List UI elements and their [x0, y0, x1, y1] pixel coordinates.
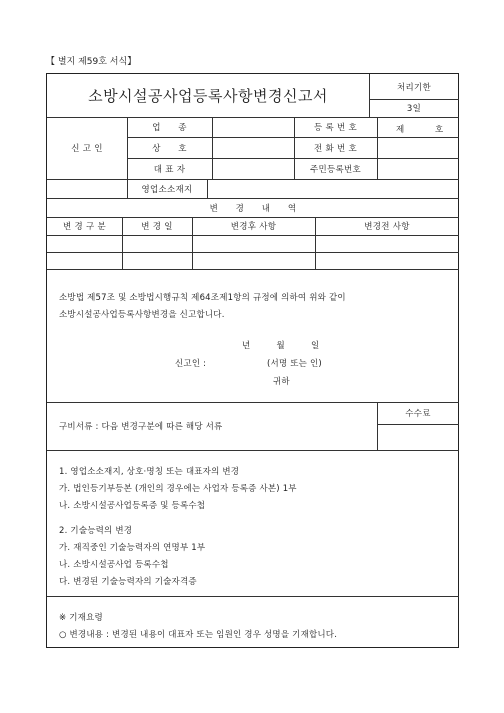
signer-label: 신고인 :: [175, 359, 207, 369]
registration-no-field[interactable]: [378, 118, 459, 136]
representative-field[interactable]: [213, 159, 293, 178]
requirement-item: 나. 소방시설공사업 등록수첩: [59, 560, 169, 570]
requirement-item: 나. 소방시설공사업등록증 및 등록수첩: [59, 501, 206, 511]
applicant-group-label: 신 고 인: [71, 144, 103, 154]
change-entry-row[interactable]: [47, 236, 459, 252]
before-change-column-header: 변경전 사항: [364, 222, 410, 232]
form-number-caption: 【 별지 제59호 서식】: [46, 57, 137, 67]
after-change-column-header: 변경후 사항: [230, 222, 277, 232]
fee-label: 수수료: [405, 409, 431, 419]
writing-guide-heading: ※ 기재요령: [59, 613, 103, 623]
change-date-column-header: 변 경 일: [141, 222, 173, 232]
form-title: 소방시설공사업등록사항변경신고서: [88, 87, 328, 105]
declaration-line-2: 소방시설공사업등록사항변경을 신고합니다.: [59, 310, 225, 320]
requirement-item: 가. 재직중인 기술능력자의 연명부 1부: [59, 543, 206, 553]
change-details-header: 변 경 내 역: [209, 203, 297, 214]
required-documents-label: 구비서류 : 다음 변경구분에 따른 해당 서류: [59, 422, 223, 432]
registration-no-prefix: 제: [396, 125, 405, 135]
trade-name-field[interactable]: [213, 138, 293, 157]
requirement-item: 다. 변경된 기술능력자의 기술자격증: [59, 577, 197, 587]
registration-no-suffix: 호: [435, 125, 444, 135]
requirement-item: 가. 법인등기부등본 (개인의 경우에는 사업자 등록증 사본) 1부: [59, 484, 297, 494]
fee-field[interactable]: [378, 425, 459, 449]
phone-field[interactable]: [378, 138, 459, 157]
declaration-line-1: 소방법 제57조 및 소방법시행규칙 제64조제1항의 규정에 의하여 위와 같이: [59, 293, 346, 303]
recipient-label: 귀하: [273, 377, 290, 387]
requirement-item: 2. 기술능력의 변경: [59, 526, 133, 536]
declaration-date: 년 월 일: [242, 341, 320, 351]
signer-seal-note: (서명 또는 인): [267, 359, 322, 369]
report-form: [46, 73, 459, 648]
representative-label: 대 표 자: [153, 164, 186, 175]
phone-label: 전 화 번 호: [313, 143, 358, 154]
processing-period-value: 3일: [406, 104, 422, 114]
processing-period-label: 처리기한: [396, 82, 432, 93]
trade-name-label: 상 호: [152, 143, 187, 154]
office-address-label: 영업소소재지: [141, 184, 193, 195]
resident-no-label: 주민등록번호: [309, 164, 362, 175]
resident-no-field[interactable]: [378, 159, 459, 178]
change-type-column-header: 변 경 구 분: [62, 222, 107, 232]
business-type-field[interactable]: [213, 118, 293, 136]
change-entry-row[interactable]: [47, 253, 459, 269]
writing-guide-item: ○ 변경내용 : 변경된 내용이 대표자 또는 임원인 경우 성명을 기재합니다.: [59, 630, 338, 640]
business-type-label: 업 종: [152, 123, 187, 133]
office-address-field[interactable]: [208, 180, 459, 197]
registration-no-label: 등 록 번 호: [313, 123, 358, 133]
requirement-item: 1. 영업소소재지, 상호·명칭 또는 대표자의 변경: [59, 467, 240, 477]
